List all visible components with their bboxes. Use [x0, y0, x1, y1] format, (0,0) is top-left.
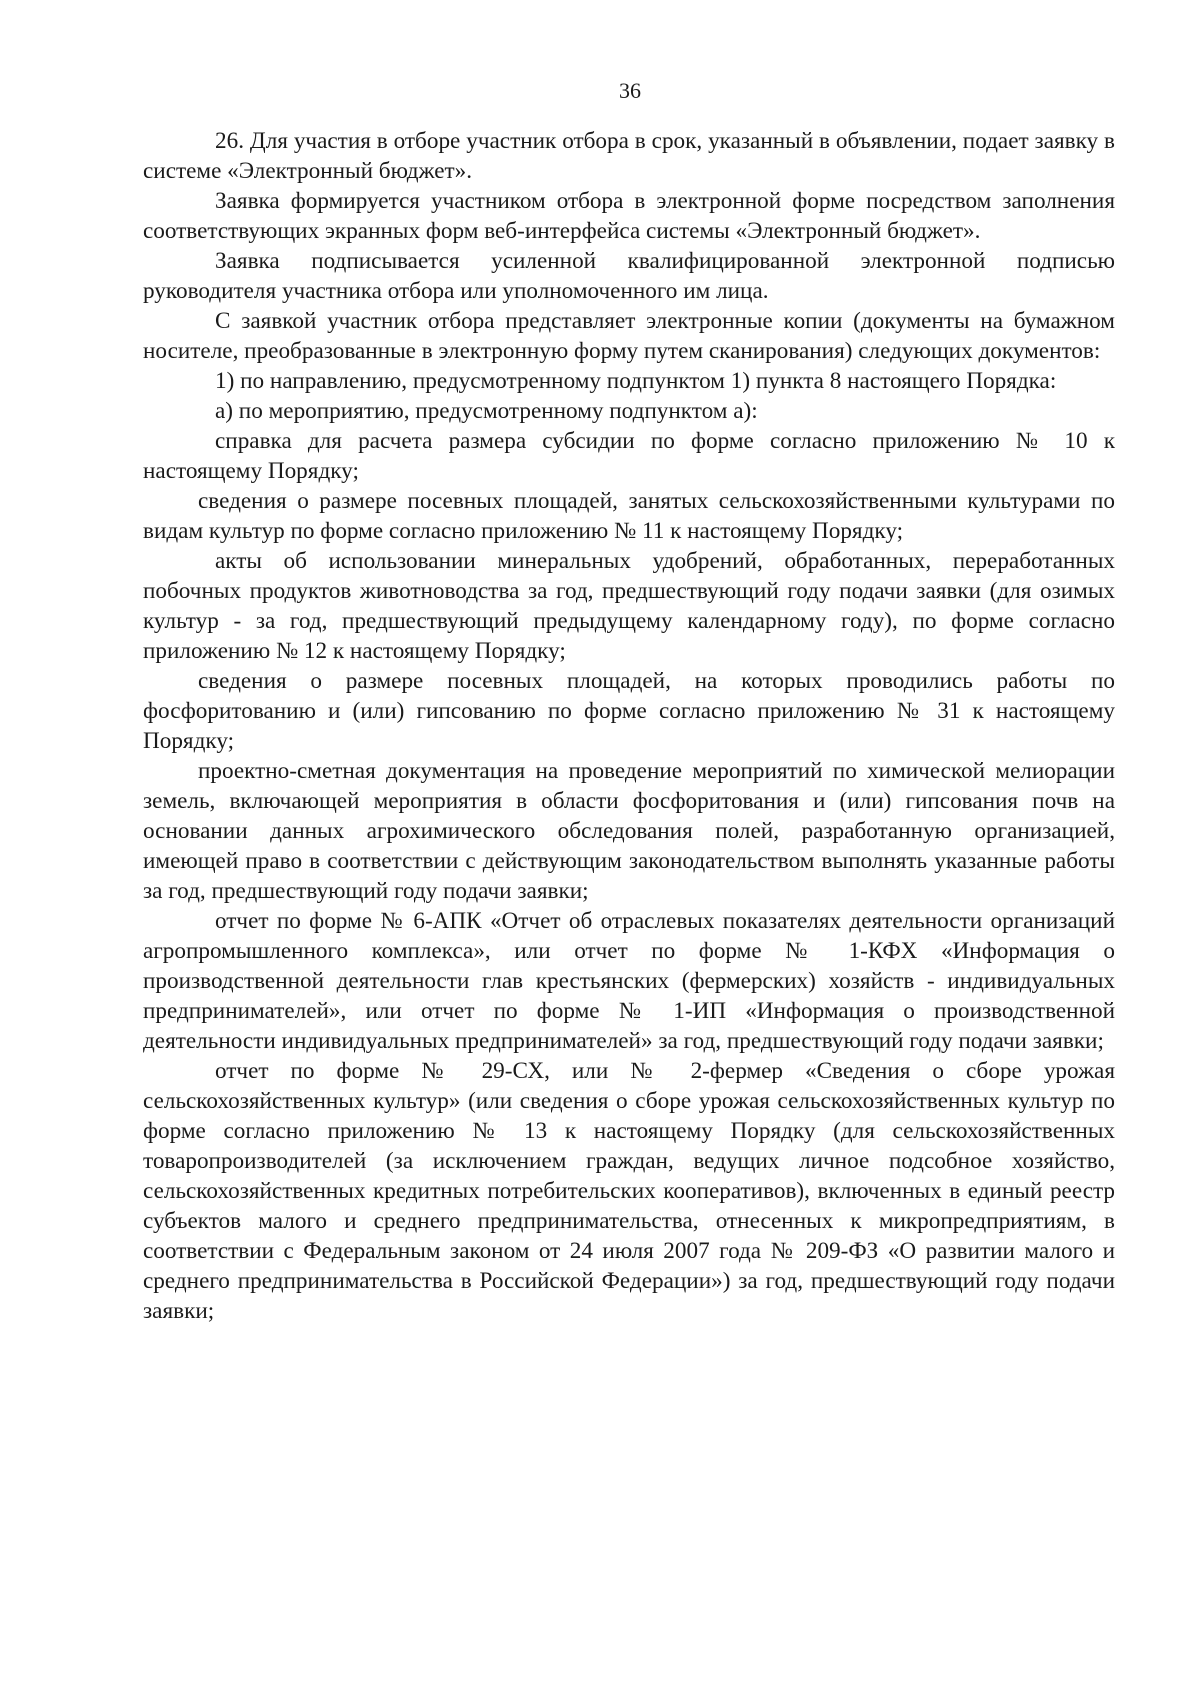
page-number: 36	[619, 78, 641, 103]
paragraph-item-26: 26. Для участия в отборе участник отбора в срок, указанный в объявлении, подает заявку в системе «Электронный бюджет».	[143, 128, 1115, 184]
paragraph-electronic-copies: С заявкой участник отбора представляет электронные копии (документы на бумажном носителе, преобразованные в электронную форму путем сканирования) следующих документов:	[143, 308, 1115, 364]
paragraph-subitem-a: а) по мероприятию, предусмотренному подпунктом а):	[215, 398, 758, 424]
paragraph-report-6-apk: отчет по форме № 6-АПК «Отчет об отраслевых показателях деятельности организаций агропромышленного комплекса», или отчет по форме № 1-КФХ «Информация о производственной деятельности глав крестьянских (фермерских) хозяйств - индивидуальных предпринимателей», или отчет по форме № 1-ИП «Информация о производственной деятельности индивидуальных предпринимателей» за год, предшествующий году подачи заявки;	[143, 908, 1115, 1054]
paragraph-design-documentation: проектно-сметная документация на проведение мероприятий по химической мелиорации земель, включающей мероприятия в области фосфоритования и (или) гипсования почв на основании данных агрохимического обследования полей, разработанную организацией, имеющей право в соответствии с действующим законодательством выполнять указанные работы за год, предшествующий году подачи заявки;	[143, 758, 1115, 904]
paragraph-application-signature: Заявка подписывается усиленной квалифицированной электронной подписью руководителя участника отбора или уполномоченного им лица.	[143, 248, 1115, 304]
paragraph-sown-areas: сведения о размере посевных площадей, занятых сельскохозяйственными культурами по видам культур по форме согласно приложению № 11 к настоящему Порядку;	[143, 488, 1115, 544]
paragraph-subitem-1: 1) по направлению, предусмотренному подпунктом 1) пункта 8 настоящего Порядка:	[215, 368, 1057, 394]
paragraph-subsidy-certificate: справка для расчета размера субсидии по форме согласно приложению № 10 к настоящему Порядку;	[143, 428, 1115, 484]
document-body	[143, 126, 1115, 1326]
paragraph-report-29-sh: отчет по форме № 29-СХ, или № 2-фермер «Сведения о сборе урожая сельскохозяйственных культур» (или сведения о сборе урожая сельскохозяйственных культур по форме согласно приложению № 13 к настоящему Порядку (для сельскохозяйственных товаропроизводителей (за исключением граждан, ведущих личное подсобное хозяйство, сельскохозяйственных кредитных потребительских кооперативов), включенных в единый реестр субъектов малого и среднего предпринимательства, отнесенных к микропредприятиям, в соответствии с Федеральным законом от 24 июля 2007 года № 209-ФЗ «О развитии малого и среднего предпринимательства в Российской Федерации») за год, предшествующий году подачи заявки;	[143, 1058, 1115, 1324]
paragraph-phosphorite-areas: сведения о размере посевных площадей, на которых проводились работы по фосфоритованию и (или) гипсованию по форме согласно приложению № 31 к настоящему Порядку;	[143, 668, 1115, 754]
paragraph-fertilizer-acts: акты об использовании минеральных удобрений, обработанных, переработанных побочных продуктов животноводства за год, предшествующий году подачи заявки (для озимых культур - за год, предшествующий предыдущему календарному году), по форме согласно приложению № 12 к настоящему Порядку;	[143, 548, 1115, 664]
paragraph-application-form: Заявка формируется участником отбора в электронной форме посредством заполнения соответствующих экранных форм веб-интерфейса системы «Электронный бюджет».	[143, 188, 1115, 244]
